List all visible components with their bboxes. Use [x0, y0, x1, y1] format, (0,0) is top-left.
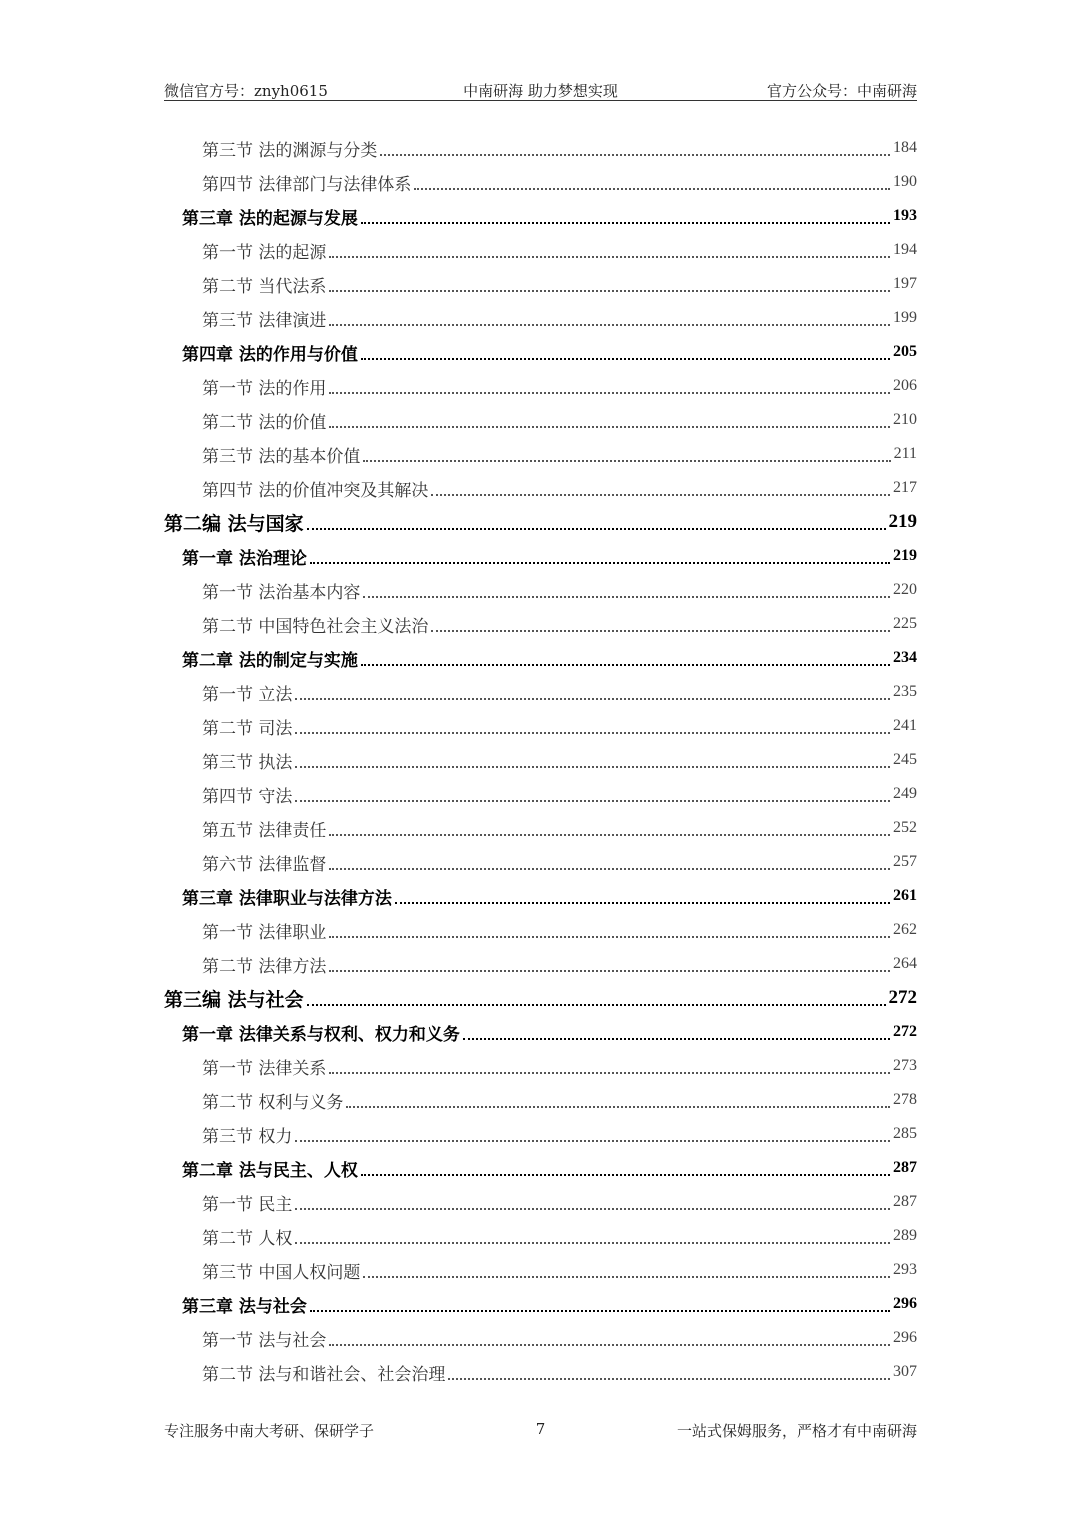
toc-entry-page: 206	[893, 377, 917, 394]
dot-leader	[329, 289, 890, 292]
page-header	[164, 76, 917, 101]
toc-chapter-entry[interactable]	[164, 199, 917, 233]
toc-entry-page: 252	[893, 819, 917, 836]
dot-leader	[295, 1139, 890, 1142]
toc-entry-title: 第三章 法与社会	[182, 1296, 307, 1317]
toc-section-entry[interactable]	[164, 1253, 917, 1287]
toc-entry-page: 197	[893, 275, 917, 292]
toc-entry-page: 184	[893, 139, 917, 156]
dot-leader	[329, 935, 890, 938]
toc-entry-page: 234	[893, 649, 917, 666]
dot-leader	[295, 799, 890, 802]
dot-leader	[310, 561, 890, 564]
toc-entry-title: 第一章 法治理论	[182, 548, 307, 569]
table-of-contents	[164, 131, 917, 1389]
toc-entry-title: 第一节 法律职业	[202, 922, 327, 943]
toc-entry-page: 211	[893, 445, 917, 462]
dot-leader	[431, 629, 890, 632]
toc-section-entry[interactable]	[164, 1185, 917, 1219]
toc-entry-page: 278	[893, 1091, 917, 1108]
dot-leader	[361, 663, 890, 666]
dot-leader	[431, 493, 890, 496]
dot-leader	[295, 1241, 890, 1244]
toc-entry-page: 199	[893, 309, 917, 326]
dot-leader	[310, 1309, 890, 1312]
footer-service-note: 专注服务中南大考研、保研学子	[164, 1422, 375, 1440]
toc-entry-page: 262	[893, 921, 917, 938]
toc-chapter-entry[interactable]	[164, 539, 917, 573]
toc-entry-page: 257	[893, 853, 917, 870]
dot-leader	[448, 1377, 890, 1380]
toc-entry-page: 249	[893, 785, 917, 802]
toc-section-entry[interactable]	[164, 233, 917, 267]
toc-part-entry[interactable]	[164, 505, 917, 539]
toc-entry-page: 217	[893, 479, 917, 496]
toc-chapter-entry[interactable]	[164, 1287, 917, 1321]
toc-section-entry[interactable]	[164, 777, 917, 811]
toc-section-entry[interactable]	[164, 131, 917, 165]
toc-chapter-entry[interactable]	[164, 879, 917, 913]
toc-entry-title: 第二章 法的制定与实施	[182, 650, 358, 671]
toc-section-entry[interactable]	[164, 573, 917, 607]
toc-section-entry[interactable]	[164, 369, 917, 403]
toc-entry-title: 第三节 执法	[202, 752, 293, 773]
toc-entry-page: 205	[893, 343, 917, 360]
dot-leader	[346, 1105, 890, 1108]
dot-leader	[329, 255, 890, 258]
dot-leader	[329, 833, 890, 836]
toc-section-entry[interactable]	[164, 1083, 917, 1117]
toc-section-entry[interactable]	[164, 709, 917, 743]
toc-entry-page: 273	[893, 1057, 917, 1074]
dot-leader	[463, 1037, 890, 1040]
toc-entry-title: 第三章 法律职业与法律方法	[182, 888, 392, 909]
toc-section-entry[interactable]	[164, 811, 917, 845]
dot-leader	[414, 187, 890, 190]
toc-chapter-entry[interactable]	[164, 1151, 917, 1185]
toc-entry-title: 第三节 法的基本价值	[202, 446, 361, 467]
toc-entry-title: 第二章 法与民主、人权	[182, 1160, 358, 1181]
toc-entry-title: 第三节 法律演进	[202, 310, 327, 331]
toc-entry-page: 219	[893, 547, 917, 564]
page-footer	[164, 1418, 917, 1442]
toc-entry-title: 第三编 法与社会	[164, 988, 304, 1011]
toc-entry-page: 272	[888, 987, 917, 1008]
toc-entry-page: 293	[893, 1261, 917, 1278]
toc-section-entry[interactable]	[164, 165, 917, 199]
toc-part-entry[interactable]	[164, 981, 917, 1015]
toc-entry-title: 第一节 法的作用	[202, 378, 327, 399]
toc-section-entry[interactable]	[164, 301, 917, 335]
dot-leader	[329, 425, 890, 428]
toc-entry-title: 第六节 法律监督	[202, 854, 327, 875]
toc-entry-page: 220	[893, 581, 917, 598]
toc-entry-title: 第二节 法与和谐社会、社会治理	[202, 1364, 446, 1385]
toc-entry-page: 261	[893, 887, 917, 904]
toc-entry-title: 第一节 民主	[202, 1194, 293, 1215]
toc-entry-title: 第三节 权力	[202, 1126, 293, 1147]
toc-entry-page: 272	[893, 1023, 917, 1040]
toc-entry-title: 第一节 法的起源	[202, 242, 327, 263]
toc-entry-title: 第二节 法律方法	[202, 956, 327, 977]
toc-chapter-entry[interactable]	[164, 641, 917, 675]
toc-entry-title: 第三章 法的起源与发展	[182, 208, 358, 229]
toc-section-entry[interactable]	[164, 675, 917, 709]
dot-leader	[295, 731, 890, 734]
dot-leader	[295, 697, 890, 700]
toc-section-entry[interactable]	[164, 1117, 917, 1151]
toc-entry-page: 193	[893, 207, 917, 224]
dot-leader	[307, 1003, 886, 1006]
toc-chapter-entry[interactable]	[164, 335, 917, 369]
dot-leader	[380, 153, 890, 156]
dot-leader	[329, 1071, 890, 1074]
toc-entry-page: 190	[893, 173, 917, 190]
toc-entry-page: 194	[893, 241, 917, 258]
toc-entry-page: 219	[888, 511, 917, 532]
page-number: 7	[535, 1420, 546, 1438]
dot-leader	[395, 901, 890, 904]
toc-entry-page: 287	[893, 1193, 917, 1210]
toc-entry-title: 第二节 司法	[202, 718, 293, 739]
toc-entry-title: 第一节 法治基本内容	[202, 582, 361, 603]
toc-section-entry[interactable]	[164, 947, 917, 981]
toc-entry-page: 287	[893, 1159, 917, 1176]
toc-section-entry[interactable]	[164, 403, 917, 437]
toc-entry-page: 264	[893, 955, 917, 972]
toc-entry-title: 第四节 守法	[202, 786, 293, 807]
dot-leader	[363, 459, 890, 462]
dot-leader	[307, 527, 886, 530]
dot-leader	[361, 357, 890, 360]
toc-section-entry[interactable]	[164, 437, 917, 471]
footer-tagline: 一站式保姆服务，严格才有中南研海	[676, 1422, 917, 1440]
toc-chapter-entry[interactable]	[164, 1015, 917, 1049]
toc-entry-title: 第二节 法的价值	[202, 412, 327, 433]
toc-entry-title: 第二节 当代法系	[202, 276, 327, 297]
toc-entry-title: 第一节 法律关系	[202, 1058, 327, 1079]
toc-entry-page: 210	[893, 411, 917, 428]
toc-section-entry[interactable]	[164, 845, 917, 879]
toc-entry-page: 235	[893, 683, 917, 700]
toc-section-entry[interactable]	[164, 743, 917, 777]
toc-entry-title: 第二节 权利与义务	[202, 1092, 344, 1113]
dot-leader	[329, 323, 890, 326]
toc-section-entry[interactable]	[164, 1321, 917, 1355]
toc-section-entry[interactable]	[164, 471, 917, 505]
toc-entry-title: 第四章 法的作用与价值	[182, 344, 358, 365]
toc-entry-title: 第三节 法的渊源与分类	[202, 140, 378, 161]
dot-leader	[363, 1275, 890, 1278]
toc-section-entry[interactable]	[164, 607, 917, 641]
dot-leader	[361, 221, 890, 224]
toc-section-entry[interactable]	[164, 267, 917, 301]
header-slogan: 中南研海 助力梦想实现	[463, 82, 618, 100]
toc-entry-page: 241	[893, 717, 917, 734]
toc-entry-page: 289	[893, 1227, 917, 1244]
toc-entry-title: 第二编 法与国家	[164, 512, 304, 535]
dot-leader	[329, 1343, 890, 1346]
toc-entry-page: 296	[893, 1295, 917, 1312]
toc-entry-page: 285	[893, 1125, 917, 1142]
dot-leader	[295, 765, 890, 768]
header-wechat-id: 微信官方号：znyh0615	[164, 82, 328, 100]
toc-entry-page: 307	[893, 1363, 917, 1380]
toc-entry-title: 第一章 法律关系与权利、权力和义务	[182, 1024, 460, 1045]
dot-leader	[329, 969, 890, 972]
toc-section-entry[interactable]	[164, 1219, 917, 1253]
toc-entry-title: 第五节 法律责任	[202, 820, 327, 841]
toc-entry-title: 第二节 中国特色社会主义法治	[202, 616, 429, 637]
toc-entry-title: 第三节 中国人权问题	[202, 1262, 361, 1283]
dot-leader	[329, 867, 890, 870]
toc-entry-page: 225	[893, 615, 917, 632]
header-official-account: 官方公众号：中南研海	[766, 82, 917, 100]
toc-entry-page: 245	[893, 751, 917, 768]
toc-section-entry[interactable]	[164, 1355, 917, 1389]
dot-leader	[295, 1207, 890, 1210]
toc-entry-title: 第四节 法律部门与法律体系	[202, 174, 412, 195]
dot-leader	[329, 391, 890, 394]
toc-entry-title: 第四节 法的价值冲突及其解决	[202, 480, 429, 501]
toc-entry-title: 第一节 立法	[202, 684, 293, 705]
toc-entry-title: 第一节 法与社会	[202, 1330, 327, 1351]
toc-section-entry[interactable]	[164, 1049, 917, 1083]
toc-entry-title: 第二节 人权	[202, 1228, 293, 1249]
toc-section-entry[interactable]	[164, 913, 917, 947]
toc-entry-page: 296	[893, 1329, 917, 1346]
dot-leader	[363, 595, 890, 598]
dot-leader	[361, 1173, 890, 1176]
